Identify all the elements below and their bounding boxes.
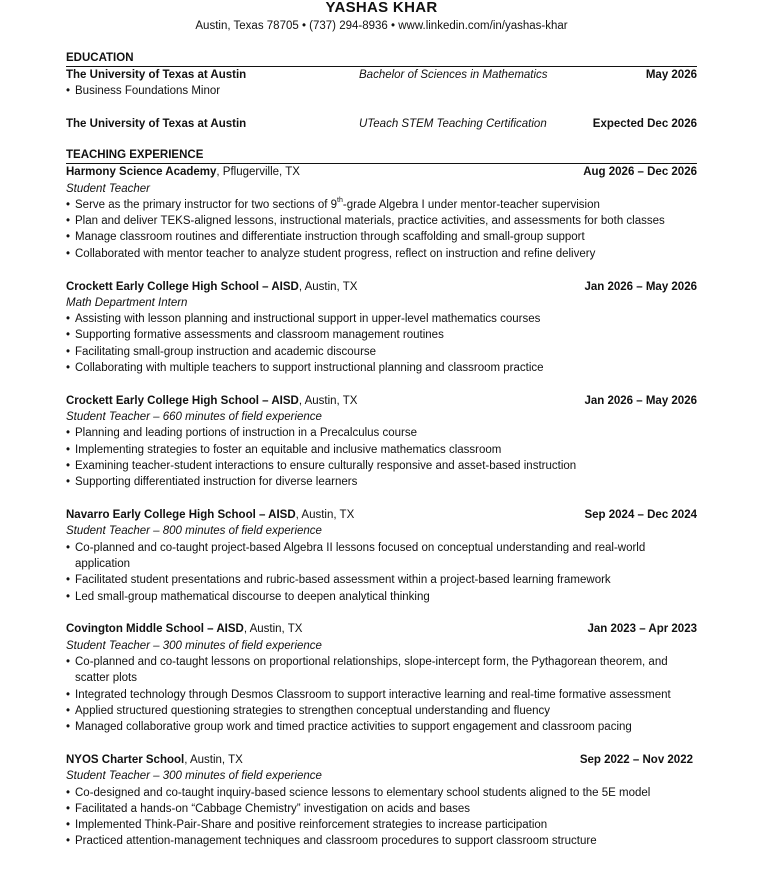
job-bullet: • Collaborated with mentor teacher to analyze student progress, reflect on instruction and refine delivery	[66, 246, 697, 262]
job-entry	[66, 393, 697, 491]
education-heading: EDUCATION	[66, 51, 697, 67]
job-location: , Austin, TX	[243, 623, 303, 636]
job-role: Math Department Intern	[66, 296, 188, 309]
education-entry	[66, 116, 697, 132]
job-bullet: • Applied structured questioning strategies to strengthen conceptual understanding and fluency	[66, 703, 697, 719]
job-entry	[66, 279, 697, 377]
job-org: Harmony Science Academy	[66, 166, 217, 179]
job-bullet: • Implemented Think-Pair-Share and positive reinforcement strategies to increase participation	[66, 817, 697, 833]
job-location: , Austin, TX	[295, 509, 355, 522]
job-location: , Austin, TX	[298, 394, 358, 407]
resume-page	[66, 0, 697, 850]
education-degree: Bachelor of Sciences in Mathematics	[359, 69, 548, 81]
job-entry	[66, 507, 697, 605]
education-school: The University of Texas at Austin	[66, 69, 247, 81]
contact-line: Austin, Texas 78705 • (737) 294-8936 • www.linkedin.com/in/yashas-khar	[195, 20, 568, 32]
job-date: Sep 2024 – Dec 2024	[584, 509, 697, 522]
experience-heading: TEACHING EXPERIENCE	[66, 148, 697, 164]
education-date: May 2026	[645, 69, 697, 81]
job-date: Jan 2026 – May 2026	[584, 394, 697, 407]
job-org: Crockett Early College High School – AISD	[66, 394, 299, 407]
job-bullet: • Facilitated student presentations and rubric-based assessment within a project-based learning framework	[66, 572, 697, 588]
job-bullet: • Co-planned and co-taught project-based Algebra II lessons focused on conceptual understanding and real-world application	[66, 540, 697, 573]
job-bullet: • Co-planned and co-taught lessons on proportional relationships, slope-intercept form, the Pythagorean theorem, and scatter plots	[66, 654, 697, 687]
job-entry	[66, 621, 697, 735]
job-role: Student Teacher – 800 minutes of field experience	[66, 525, 322, 538]
job-role: Student Teacher – 300 minutes of field experience	[66, 639, 322, 652]
job-location: , Pflugerville, TX	[216, 166, 300, 179]
job-role: Student Teacher – 300 minutes of field experience	[66, 770, 322, 783]
job-entry	[66, 164, 697, 262]
education-entry	[66, 67, 697, 100]
job-entry	[66, 752, 697, 850]
job-bullet: • Facilitated a hands-on “Cabbage Chemistry” investigation on acids and bases	[66, 801, 697, 817]
job-bullet: • Integrated technology through Desmos Classroom to support interactive learning and real-time formative assessment	[66, 687, 697, 703]
job-bullet: • Collaborating with multiple teachers to support instructional planning and classroom practice	[66, 360, 697, 376]
job-date: Jan 2023 – Apr 2023	[587, 623, 697, 636]
job-date: Sep 2022 – Nov 2022	[579, 753, 693, 766]
education-bullet: • Business Foundations Minor	[66, 83, 697, 99]
job-bullet: • Plan and deliver TEKS-aligned lessons, instructional materials, practice activities, and assessments for both classes	[66, 213, 697, 229]
job-role: Student Teacher	[66, 182, 150, 195]
job-date: Jan 2026 – May 2026	[584, 280, 697, 293]
job-org: Crockett Early College High School – AISD	[66, 280, 299, 293]
job-bullet: • Co-designed and co-taught inquiry-based science lessons to elementary school students aligned to the 5E model	[66, 785, 697, 801]
education-date: Expected Dec 2026	[592, 117, 697, 130]
job-location: , Austin, TX	[184, 753, 243, 766]
education-school: The University of Texas at Austin	[66, 117, 247, 130]
job-bullet: • Assisting with lesson planning and instructional support in upper-level mathematics courses	[66, 311, 697, 327]
job-org: Covington Middle School – AISD	[66, 623, 244, 636]
job-location: , Austin, TX	[298, 280, 358, 293]
job-bullet: • Led small-group mathematical discourse to deepen analytical thinking	[66, 589, 697, 605]
job-bullet: • Practiced attention-management techniques and classroom procedures to support classroom structure	[66, 833, 697, 849]
job-bullet: • Examining teacher-student interactions to ensure culturally responsive and asset-based instruction	[66, 458, 697, 474]
job-bullet: • Implementing strategies to foster an equitable and inclusive mathematics classroom	[66, 442, 697, 458]
job-bullet: • Supporting differentiated instruction for diverse learners	[66, 474, 697, 490]
job-org: Navarro Early College High School – AISD	[66, 509, 296, 522]
job-date: Aug 2026 – Dec 2026	[583, 166, 697, 179]
job-bullet: • Planning and leading portions of instruction in a Precalculus course	[66, 425, 697, 441]
candidate-name: YASHAS KHAR	[325, 0, 438, 16]
job-bullet: • Supporting formative assessments and classroom management routines	[66, 327, 697, 343]
job-bullet: • Serve as the primary instructor for two sections of 9th-grade Algebra I under mentor-teacher supervision	[66, 197, 697, 213]
job-role: Student Teacher – 660 minutes of field experience	[66, 411, 322, 424]
education-degree: UTeach STEM Teaching Certification	[359, 117, 547, 130]
job-org: NYOS Charter School	[66, 753, 185, 766]
job-bullet: • Managed collaborative group work and timed practice activities to support engagement and classroom pacing	[66, 719, 697, 735]
job-bullet: • Facilitating small-group instruction and academic discourse	[66, 344, 697, 360]
job-bullet: • Manage classroom routines and differentiate instruction through scaffolding and small-group support	[66, 229, 697, 245]
